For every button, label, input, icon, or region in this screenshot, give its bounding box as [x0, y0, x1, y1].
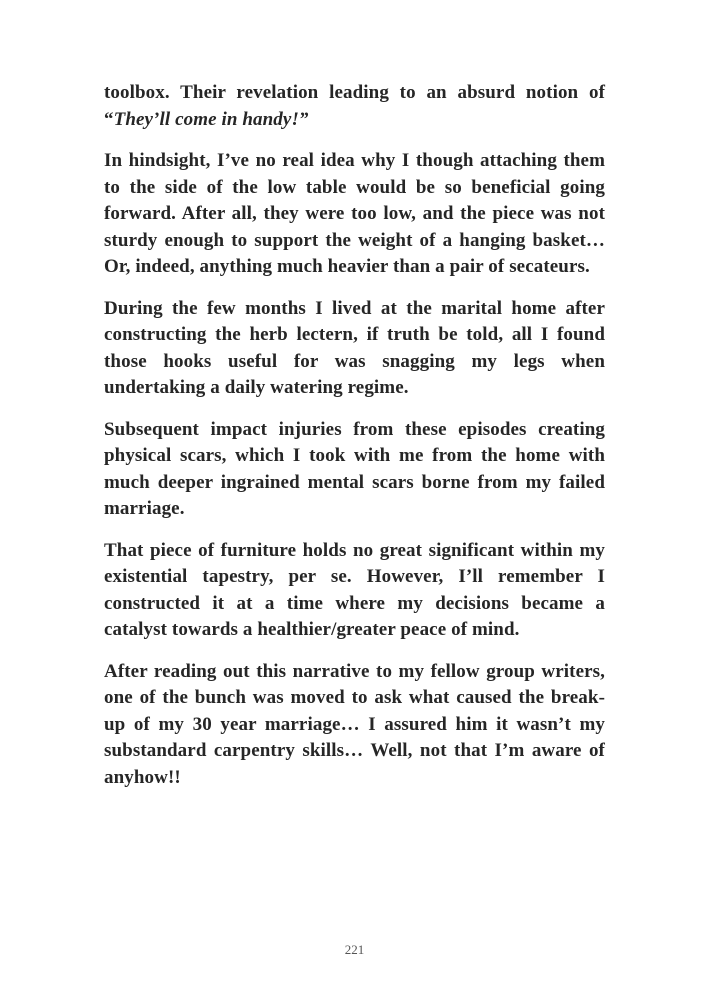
page-number: 221: [344, 942, 365, 957]
paragraph-4: Subsequent impact injuries from these episodes creating physical scars, which I took with me from the home with much deeper ingrained mental scars borne from my failed marriage.: [104, 418, 605, 519]
paragraph-2: In hindsight, I’ve no real idea why I though attaching them to the side of the low table would be so beneficial going forward. After all, they were too low, and the piece was not sturdy enough to support the weight of a hanging basket… Or, indeed, anything much heavier than a pair of secateurs.: [104, 150, 605, 277]
document-page: [104, 80, 605, 806]
paragraph-1-text: toolbox. Their revelation leading to an absurd notion of “: [104, 82, 605, 130]
paragraph-5: That piece of furniture holds no great significant within my existential tapestry, per se. However, I’ll remember I constructed it at a time where my decisions became a catalyst towards a healthier/greater peace of mind.: [104, 539, 605, 640]
paragraph-1: [104, 80, 605, 133]
paragraph-1-italic: They’ll come in handy!”: [113, 108, 309, 130]
paragraph-3: During the few months I lived at the marital home after constructing the herb lectern, if truth be told, all I found those hooks useful for was snagging my legs when undertaking a daily watering regime.: [104, 297, 605, 398]
paragraph-6: After reading out this narrative to my fellow group writers, one of the bunch was moved to ask what caused the break-up of my 30 year marriage… I assured him it wasn’t my substandard carpentry skills… Well, not that I’m aware of anyhow!!: [104, 660, 605, 788]
